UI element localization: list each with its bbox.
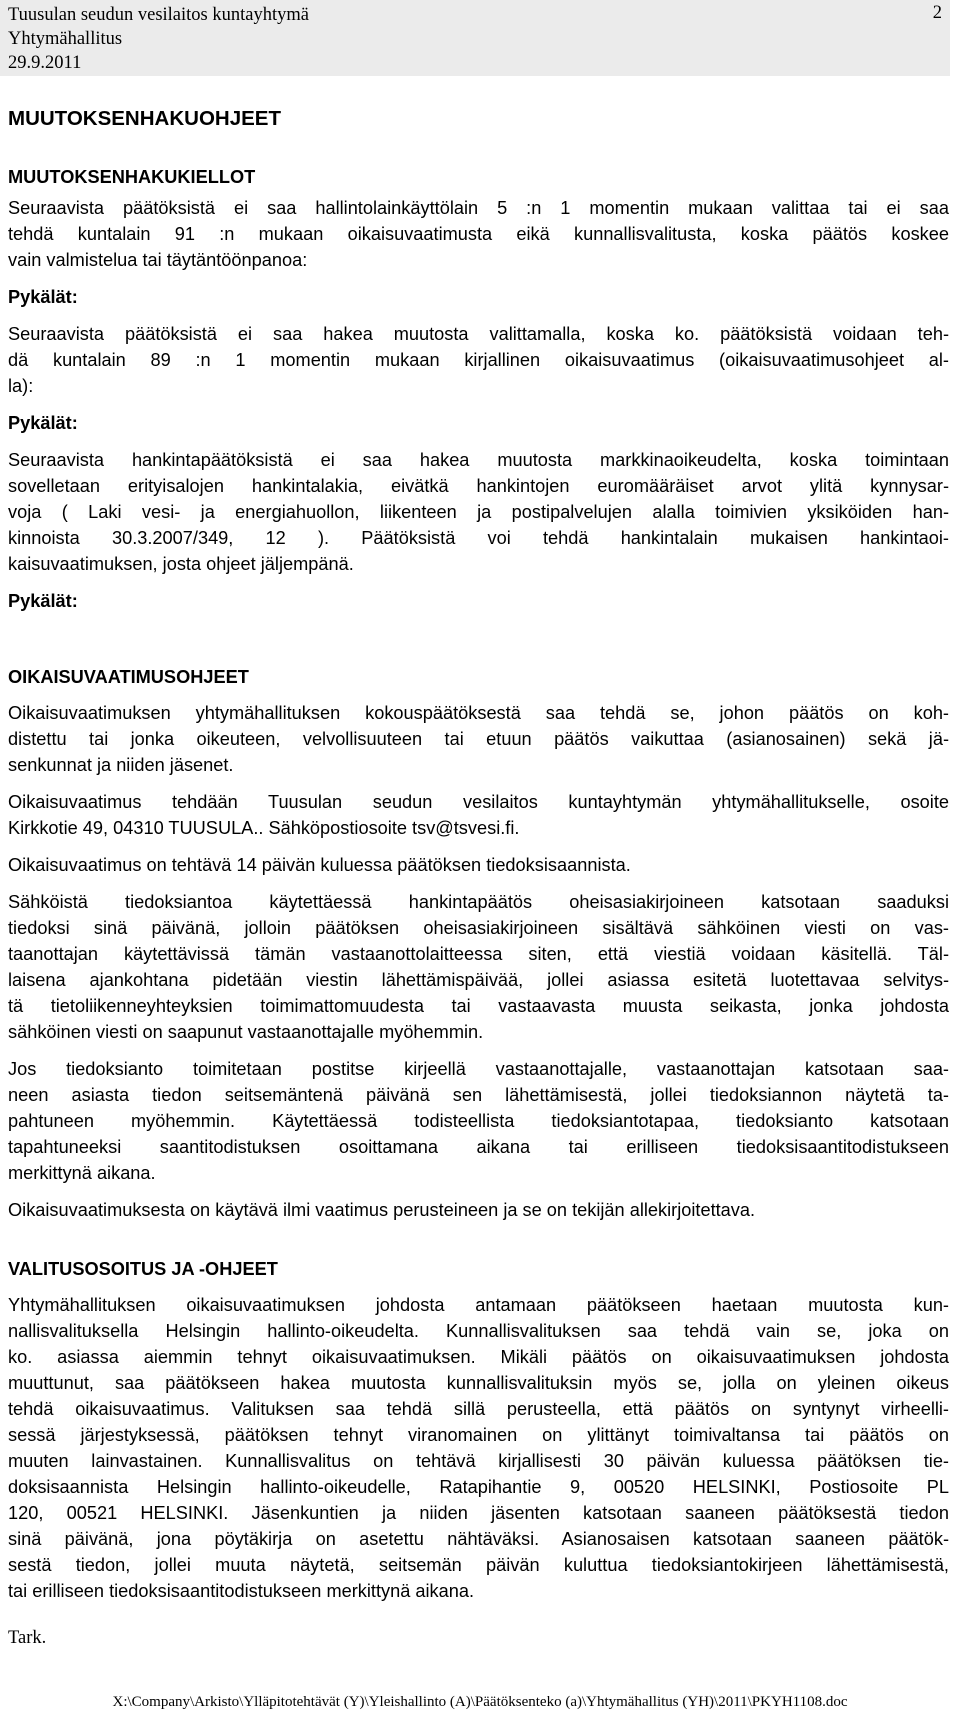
kiellot-p1-line-3: vain valmistelua tai täytäntöönpanoa: xyxy=(8,250,308,270)
oikaisu-p4-line-5: tä tietoliikenneyhteyksien toimimattomuudesta tai vastaavasta muusta seikasta, jonka johdosta xyxy=(8,996,949,1016)
oikaisu-p5-line-4: tapahtuneeksi saantitodistuksen osoittamana aikana tai erilliseen tiedoksisaantitodistukseen xyxy=(8,1137,949,1157)
valitus-p1-line-11: sestä tiedon, jollei muuta näytetä, seitsemän päivän kuluttua tiedoksiantokirjeen lähettämisestä, xyxy=(8,1555,949,1575)
kiellot-p3-line-5: kaisuvaatimuksen, josta ohjeet jäljempänä. xyxy=(8,554,354,574)
valitus-p1-line-1: Yhtymähallituksen oikaisuvaatimuksen johdosta antamaan päätökseen haetaan muutosta kun- xyxy=(8,1295,949,1315)
pykalat-label-2: Pykälät: xyxy=(8,413,78,433)
valitus-p1-line-12: tai erilliseen tiedoksisaantitodistukseen merkittynä aikana. xyxy=(8,1581,475,1601)
page-number: 2 xyxy=(932,3,942,23)
pykalat-label-1: Pykälät: xyxy=(8,287,78,307)
valitus-p1-line-9: 120, 00521 HELSINKI. Jäsenkuntien ja niiden jäsenten katsotaan saaneen päätöksestä tiedon xyxy=(8,1503,949,1523)
page-header xyxy=(0,0,950,76)
oikaisu-p2-line-2: Kirkkotie 49, 04310 TUUSULA.. Sähköpostiosoite tsv@tsvesi.fi. xyxy=(8,818,520,838)
valitus-p1-line-7: muuten lainvastainen. Kunnallisvalitus on tehtävä kirjallisesti 30 päivän kuluessa päätöksen tie- xyxy=(8,1451,949,1471)
kiellot-p3-line-3: voja ( Laki vesi- ja energiahuollon, liikenteen ja postipalvelujen alalla toimivien yksiköiden han- xyxy=(8,502,949,522)
kiellot-p2-line-2: dä kuntalain 89 :n 1 momentin mukaan kirjallinen oikaisuvaatimus (oikaisuvaatimusohjeet al- xyxy=(8,350,949,370)
oikaisu-p1-line-2: distettu tai jonka oikeuteen, velvollisuuteen tai etuun päätös vaikuttaa (asianosainen) sekä jä- xyxy=(8,729,949,749)
oikaisu-p2-line-1: Oikaisuvaatimus tehdään Tuusulan seudun vesilaitos kuntayhtymän yhtymähallitukselle, osoite xyxy=(8,792,949,812)
oikaisu-p3: Oikaisuvaatimus on tehtävä 14 päivän kuluessa päätöksen tiedoksisaannista. xyxy=(8,855,631,875)
oikaisu-p5-line-3: pahtuneen myöhemmin. Käytettäessä todisteellista tiedoksiantotapaa, tiedoksianto katsotaan xyxy=(8,1111,949,1131)
valitus-p1-line-6: sessä järjestyksessä, päätöksen tehnyt viranomainen on ylittänyt toimivaltansa tai päätös on xyxy=(8,1425,949,1445)
footer-file-path: X:\Company\Arkisto\Ylläpitotehtävät (Y)\Yleishallinto (A)\Päätöksenteko (a)\Yhtymähallitus (YH)\2011\PKYH1108.doc xyxy=(112,1694,848,1710)
oikaisu-p4-line-1: Sähköistä tiedoksiantoa käytettäessä hankintapäätös oheisasiakirjoineen katsotaan saaduksi xyxy=(8,892,949,912)
oikaisu-p4-line-3: taanottajan käytettävissä tämän vastaanottolaitteessa siten, että viestiä voidaan käsitellä. Täl- xyxy=(8,944,949,964)
heading-valitus: VALITUSOSOITUS JA -OHJEET xyxy=(8,1259,278,1279)
oikaisu-p5-line-2: neen asiasta tiedon seitsemäntenä päivänä sen lähettämisestä, jollei tiedoksiannon näytetä ta- xyxy=(8,1085,949,1105)
header-body: Yhtymähallitus xyxy=(8,29,123,49)
oikaisu-p5-line-1: Jos tiedoksianto toimitetaan postitse kirjeellä vastaanottajalle, vastaanottajan katsotaan saa- xyxy=(8,1059,949,1079)
valitus-p1-line-4: muuttunut, saa päätökseen hakea muutosta kunnallisvalituksin myös se, jolla on yleinen oikeus xyxy=(8,1373,949,1393)
oikaisu-p4-line-2: tiedoksi sinä päivänä, jolloin päätöksen oheisasiakirjoineen sisältävä sähköinen viesti on vas- xyxy=(8,918,949,938)
header-date: 29.9.2011 xyxy=(8,53,82,73)
header-org: Tuusulan seudun vesilaitos kuntayhtymä xyxy=(8,5,309,25)
valitus-p1-line-10: sinä päivänä, jona pöytäkirja on asetettu nähtäväksi. Asianosaisen katsotaan saaneen päätök- xyxy=(8,1529,949,1549)
kiellot-p2-line-1: Seuraavista päätöksistä ei saa hakea muutosta valittamalla, koska ko. päätöksistä voidaan teh- xyxy=(8,324,949,344)
oikaisu-p4-line-4: laisena ajankohtana pidetään viestin lähettämispäivää, jollei asiassa esitetä luotettavaa selvitys- xyxy=(8,970,949,990)
oikaisu-p1-line-1: Oikaisuvaatimuksen yhtymähallituksen kokouspäätöksestä saa tehdä se, johon päätös on koh- xyxy=(8,703,949,723)
kiellot-p1-line-2: tehdä kuntalain 91 :n mukaan oikaisuvaatimusta eikä kunnallisvalitusta, koska päätös koskee xyxy=(8,224,949,244)
kiellot-p1-line-1: Seuraavista päätöksistä ei saa hallintolainkäyttölain 5 :n 1 momentin mukaan valittaa tai ei saa xyxy=(8,198,949,218)
heading-oikaisu: OIKAISUVAATIMUSOHJEET xyxy=(8,667,249,687)
oikaisu-p4-line-6: sähköinen viesti on saapunut vastaanottajalle myöhemmin. xyxy=(8,1022,484,1042)
oikaisu-p1-line-3: senkunnat ja niiden jäsenet. xyxy=(8,755,234,775)
kiellot-p2-line-3: la): xyxy=(8,376,34,396)
pykalat-label-3: Pykälät: xyxy=(8,591,78,611)
document-title: MUUTOKSENHAKUOHJEET xyxy=(8,107,281,130)
signature-tark: Tark. xyxy=(8,1628,47,1648)
oikaisu-p6: Oikaisuvaatimuksesta on käytävä ilmi vaatimus perusteineen ja se on tekijän allekirjoitettava. xyxy=(8,1200,756,1220)
kiellot-p3-line-2: sovelletaan erityisalojen hankintalakia, eivätkä hankintojen euromääräiset arvot ylitä kynnysar- xyxy=(8,476,949,496)
heading-kiellot: MUUTOKSENHAKUKIELLOT xyxy=(8,167,256,187)
valitus-p1-line-5: tehdä oikaisuvaatimus. Valituksen saa tehdä sillä perusteella, että päätös on syntynyt virheelli- xyxy=(8,1399,949,1419)
kiellot-p3-line-1: Seuraavista hankintapäätöksistä ei saa hakea muutosta markkinaoikeudelta, koska toimintaan xyxy=(8,450,949,470)
kiellot-p3-line-4: kinnoista 30.3.2007/349, 12 ). Päätöksistä voi tehdä hankintalain mukaisen hankintaoi- xyxy=(8,528,949,548)
valitus-p1-line-2: nallisvalituksella Helsingin hallinto-oikeudelta. Kunnallisvalituksen saa tehdä vain se, joka on xyxy=(8,1321,949,1341)
oikaisu-p5-line-5: merkittynä aikana. xyxy=(8,1163,156,1183)
valitus-p1-line-3: ko. asiassa aiemmin tehnyt oikaisuvaatimuksen. Mikäli päätös on oikaisuvaatimuksen johdosta xyxy=(8,1347,949,1367)
valitus-p1-line-8: doksisaannista Helsingin hallinto-oikeudelle, Ratapihantie 9, 00520 HELSINKI, Postiosoite PL xyxy=(8,1477,949,1497)
